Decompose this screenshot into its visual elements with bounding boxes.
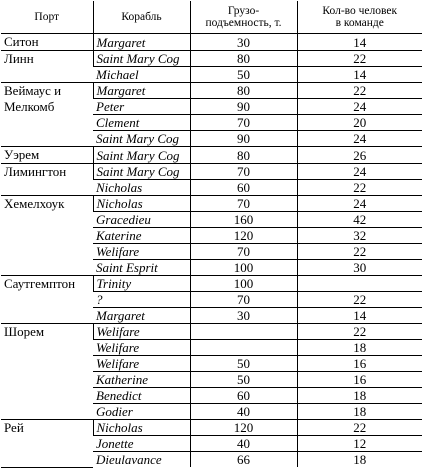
header-tonnage-line1: Грузо- (227, 5, 260, 17)
crew-cell: 16 (297, 372, 422, 388)
tonnage-cell: 80 (190, 147, 297, 164)
ship-cell: Dieulavance (96, 452, 162, 467)
crew-cell: 30 (297, 260, 422, 276)
port-cell: Шорем (1, 324, 93, 420)
header-row (1, 1, 422, 34)
crew-cell: 22 (297, 292, 422, 308)
port-cell: Саутгемптон (1, 276, 93, 324)
crew-cell: 26 (297, 147, 422, 164)
header-port: Порт (1, 1, 93, 34)
ship-cell: Welifare (93, 244, 190, 260)
tonnage-cell: 120 (190, 420, 297, 436)
header-crew-line2: в команде (335, 17, 384, 29)
crew-cell: 14 (297, 308, 422, 324)
crew-cell: 22 (297, 180, 422, 196)
tonnage-cell: 40 (190, 404, 297, 420)
tonnage-cell: 100 (190, 260, 297, 276)
ship-cell: Katerine (93, 228, 190, 244)
tonnage-cell: 50 (190, 372, 297, 388)
tonnage-cell: 90 (190, 131, 297, 147)
ship-cell: Saint Mary Cog (93, 131, 190, 147)
tonnage-cell: 160 (190, 212, 297, 228)
tonnage-cell: 70 (190, 196, 297, 212)
crew-cell: 14 (297, 67, 422, 83)
header-crew-line1: Кол-во человек (322, 5, 398, 17)
tonnage-cell: 30 (190, 34, 297, 51)
tonnage-cell: 50 (190, 67, 297, 83)
tonnage-cell: 50 (190, 356, 297, 372)
crew-cell: 18 (297, 340, 422, 356)
crew-cell: 18 (297, 404, 422, 420)
ship-cell: Margaret (93, 34, 190, 51)
crew-cell: 22 (297, 324, 422, 340)
crew-cell: 14 (297, 34, 422, 51)
crew-cell (297, 276, 422, 292)
tonnage-cell: 66 (190, 452, 297, 468)
crew-cell: 16 (297, 356, 422, 372)
ship-cell: Margaret (93, 308, 190, 324)
tonnage-cell: 120 (190, 228, 297, 244)
crew-cell: 24 (297, 196, 422, 212)
port-cell: Уэрем (1, 147, 93, 164)
ship-cell: Michael (93, 67, 190, 83)
table-row (1, 51, 422, 67)
tonnage-cell: 90 (190, 99, 297, 115)
table-row (1, 164, 422, 180)
table-row (1, 420, 422, 436)
tonnage-cell: 40 (190, 436, 297, 452)
header-tonnage-line2: подъемность, т. (205, 17, 282, 29)
port-cell: Линн (1, 51, 93, 83)
crew-cell: 12 (297, 436, 422, 452)
table-row (1, 83, 422, 99)
table-row (1, 34, 422, 51)
table-row (1, 147, 422, 164)
tonnage-cell: 80 (190, 51, 297, 67)
ship-cell: Margaret (93, 83, 190, 99)
ship-cell: Welifare (93, 324, 190, 340)
ships-table (1, 1, 422, 468)
tonnage-cell: 70 (190, 115, 297, 131)
table-row (1, 276, 422, 292)
header-crew (297, 1, 422, 34)
crew-cell: 24 (297, 99, 422, 115)
tonnage-cell: 60 (190, 180, 297, 196)
ship-cell: Nicholas (93, 196, 190, 212)
table-body (1, 34, 422, 468)
crew-cell: 22 (297, 244, 422, 260)
port-cell: Ситон (1, 34, 93, 51)
ship-cell: ? (93, 292, 190, 308)
ship-cell: Clement (93, 115, 190, 131)
tonnage-cell: 60 (190, 388, 297, 404)
header-ship: Корабль (93, 1, 190, 34)
table-row (1, 324, 422, 340)
header-tonnage (190, 1, 297, 34)
ship-cell: Peter (93, 99, 190, 115)
tonnage-cell: 70 (190, 292, 297, 308)
port-cell: Хемелхоук (1, 196, 93, 276)
tonnage-cell: 30 (190, 308, 297, 324)
crew-cell: 18 (297, 388, 422, 404)
tonnage-cell: 80 (190, 83, 297, 99)
ship-cell: Jonette (93, 436, 190, 452)
crew-cell: 32 (297, 228, 422, 244)
crew-cell: 42 (297, 212, 422, 228)
table-header (1, 1, 422, 34)
ship-cell: Godier (93, 404, 190, 420)
ship-cell: Benedict (93, 388, 190, 404)
ship-cell: Gracedieu (93, 212, 190, 228)
ship-cell: Nicholas (93, 420, 190, 436)
crew-cell: 22 (297, 51, 422, 67)
crew-cell: 18 (297, 452, 422, 468)
crew-cell: 22 (297, 420, 422, 436)
tonnage-cell: 70 (190, 164, 297, 180)
tonnage-cell (190, 324, 297, 340)
tonnage-cell: 70 (190, 244, 297, 260)
ship-cell: Katherine (93, 372, 190, 388)
ship-cell: Welifare (93, 340, 190, 356)
crew-cell: 24 (297, 164, 422, 180)
ship-cell: Saint Mary Cog (93, 51, 190, 67)
crew-cell: 20 (297, 115, 422, 131)
port-cell: Лимингтон (1, 164, 93, 196)
port-cell: Рей (1, 420, 93, 468)
tonnage-cell (190, 340, 297, 356)
tonnage-cell: 100 (190, 276, 297, 292)
ship-cell: Saint Mary Cog (93, 164, 190, 180)
ship-cell: Saint Esprit (93, 260, 190, 276)
ship-cell: Nicholas (93, 180, 190, 196)
ship-cell: Welifare (93, 356, 190, 372)
crew-cell: 22 (297, 83, 422, 99)
ship-cell: Saint Mary Cog (93, 147, 190, 164)
ship-cell: Trinity (93, 276, 190, 292)
table-row (1, 196, 422, 212)
port-cell: Веймаус и Мелкомб (1, 83, 93, 147)
crew-cell: 24 (297, 131, 422, 147)
